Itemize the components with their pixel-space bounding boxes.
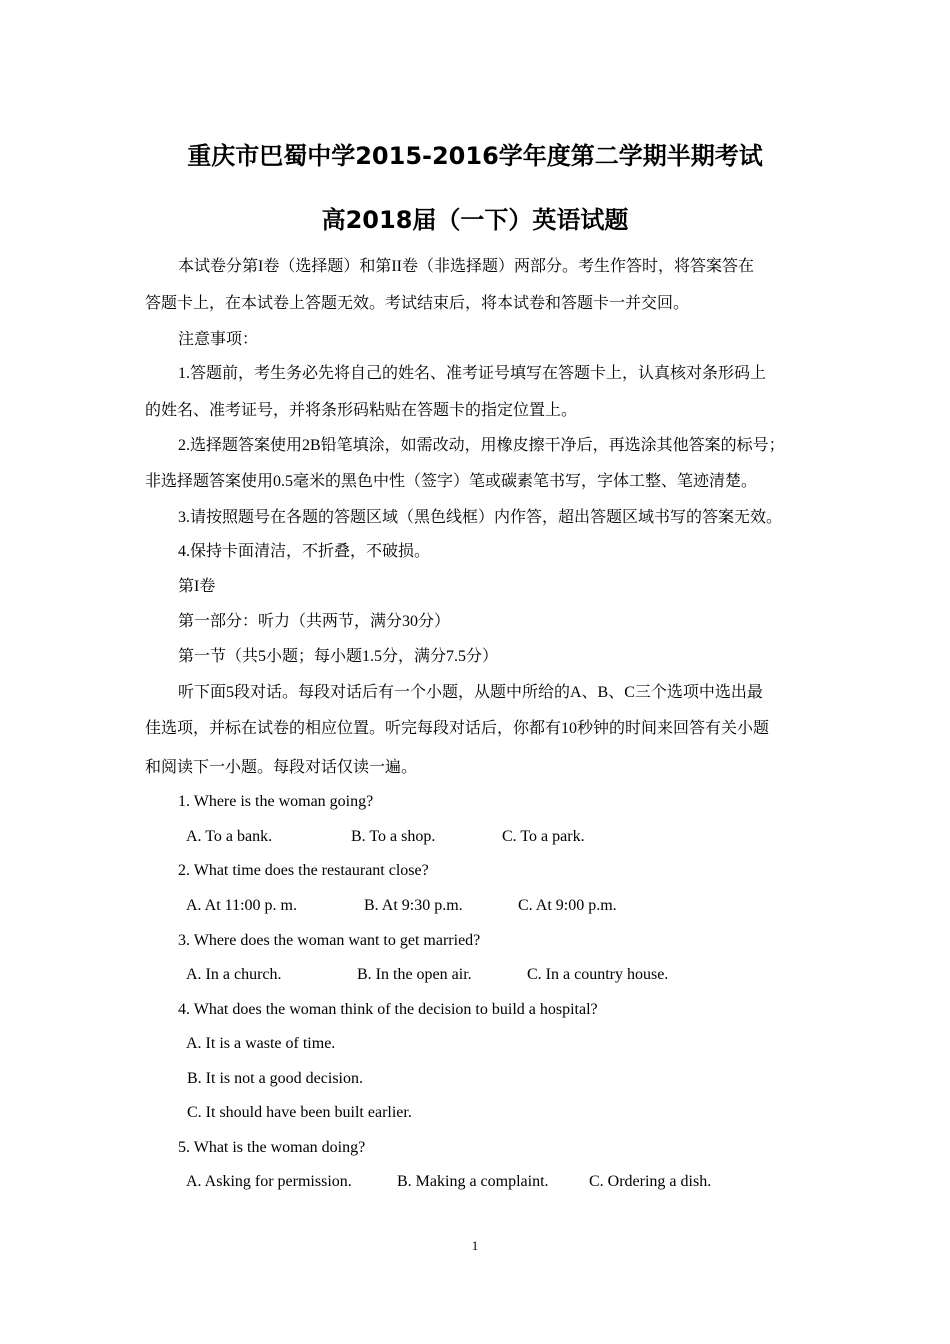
section-heading: 第一节（共5小题；每小题1.5分，满分7.5分） xyxy=(178,648,499,665)
exam-subtitle: 高2018届（一下）英语试题 xyxy=(321,206,629,234)
instructions-line: 听下面5段对话。每段对话后有一个小题，从题中所给的A、B、C三个选项中选出最 xyxy=(178,684,763,701)
instructions-line: 佳选项，并标在试卷的相应位置。听完每段对话后，你都有10秒钟的时间来回答有关小题 xyxy=(145,720,770,737)
exam-title: 重庆市巴蜀中学2015-2016学年度第二学期半期考试 xyxy=(187,142,763,170)
option-2b: B. At 9:30 p.m. xyxy=(364,897,463,914)
option-1a: A. To a bank. xyxy=(186,828,273,845)
notice-item-3: 3.请按照题号在各题的答题区域（黑色线框）内作答，超出答题区域书写的答案无效。 xyxy=(178,509,783,526)
option-4a: A. It is a waste of time. xyxy=(186,1035,336,1052)
option-5a: A. Asking for permission. xyxy=(186,1173,352,1190)
question-1: 1. Where is the woman going? xyxy=(178,793,374,810)
instructions-line: 和阅读下一小题。每段对话仅读一遍。 xyxy=(145,759,418,776)
notice-heading: 注意事项： xyxy=(178,331,259,348)
notice-item-1: 1.答题前，考生务必先将自己的姓名、准考证号填写在答题卡上，认真核对条形码上 xyxy=(178,365,767,382)
option-3a: A. In a church. xyxy=(186,966,282,983)
option-1b: B. To a shop. xyxy=(351,828,436,845)
question-2: 2. What time does the restaurant close? xyxy=(178,862,429,879)
notice-item-2-cont: 非选择题答案使用0.5毫米的黑色中性（签字）笔或碳素笔书写，字体工整、笔迹清楚。 xyxy=(145,473,758,490)
notice-item-1-cont: 的姓名、准考证号，并将条形码粘贴在答题卡的指定位置上。 xyxy=(145,402,578,419)
question-4: 4. What does the woman think of the decision to build a hospital? xyxy=(178,1001,598,1018)
option-3b: B. In the open air. xyxy=(357,966,472,983)
question-3: 3. Where does the woman want to get married? xyxy=(178,932,481,949)
option-4b: B. It is not a good decision. xyxy=(187,1070,363,1087)
option-4c: C. It should have been built earlier. xyxy=(187,1104,412,1121)
option-5c: C. Ordering a dish. xyxy=(589,1173,712,1190)
option-3c: C. In a country house. xyxy=(527,966,669,983)
notice-item-2: 2.选择题答案使用2B铅笔填涂，如需改动，用橡皮擦干净后，再选涂其他答案的标号； xyxy=(178,437,785,454)
notice-item-4: 4.保持卡面清洁，不折叠，不破损。 xyxy=(178,543,431,560)
page-number: 1 xyxy=(471,1238,479,1253)
intro-paragraph-line: 答题卡上，在本试卷上答题无效。考试结束后，将本试卷和答题卡一并交回。 xyxy=(145,295,690,312)
option-2a: A. At 11:00 p. m. xyxy=(186,897,297,914)
volume-heading: 第I卷 xyxy=(178,578,216,595)
question-5: 5. What is the woman doing? xyxy=(178,1139,366,1156)
option-5b: B. Making a complaint. xyxy=(397,1173,549,1190)
part-heading: 第一部分：听力（共两节，满分30分） xyxy=(178,613,451,630)
option-1c: C. To a park. xyxy=(502,828,585,845)
option-2c: C. At 9:00 p.m. xyxy=(518,897,617,914)
intro-paragraph-line: 本试卷分第I卷（选择题）和第II卷（非选择题）两部分。考生作答时，将答案答在 xyxy=(178,258,754,275)
